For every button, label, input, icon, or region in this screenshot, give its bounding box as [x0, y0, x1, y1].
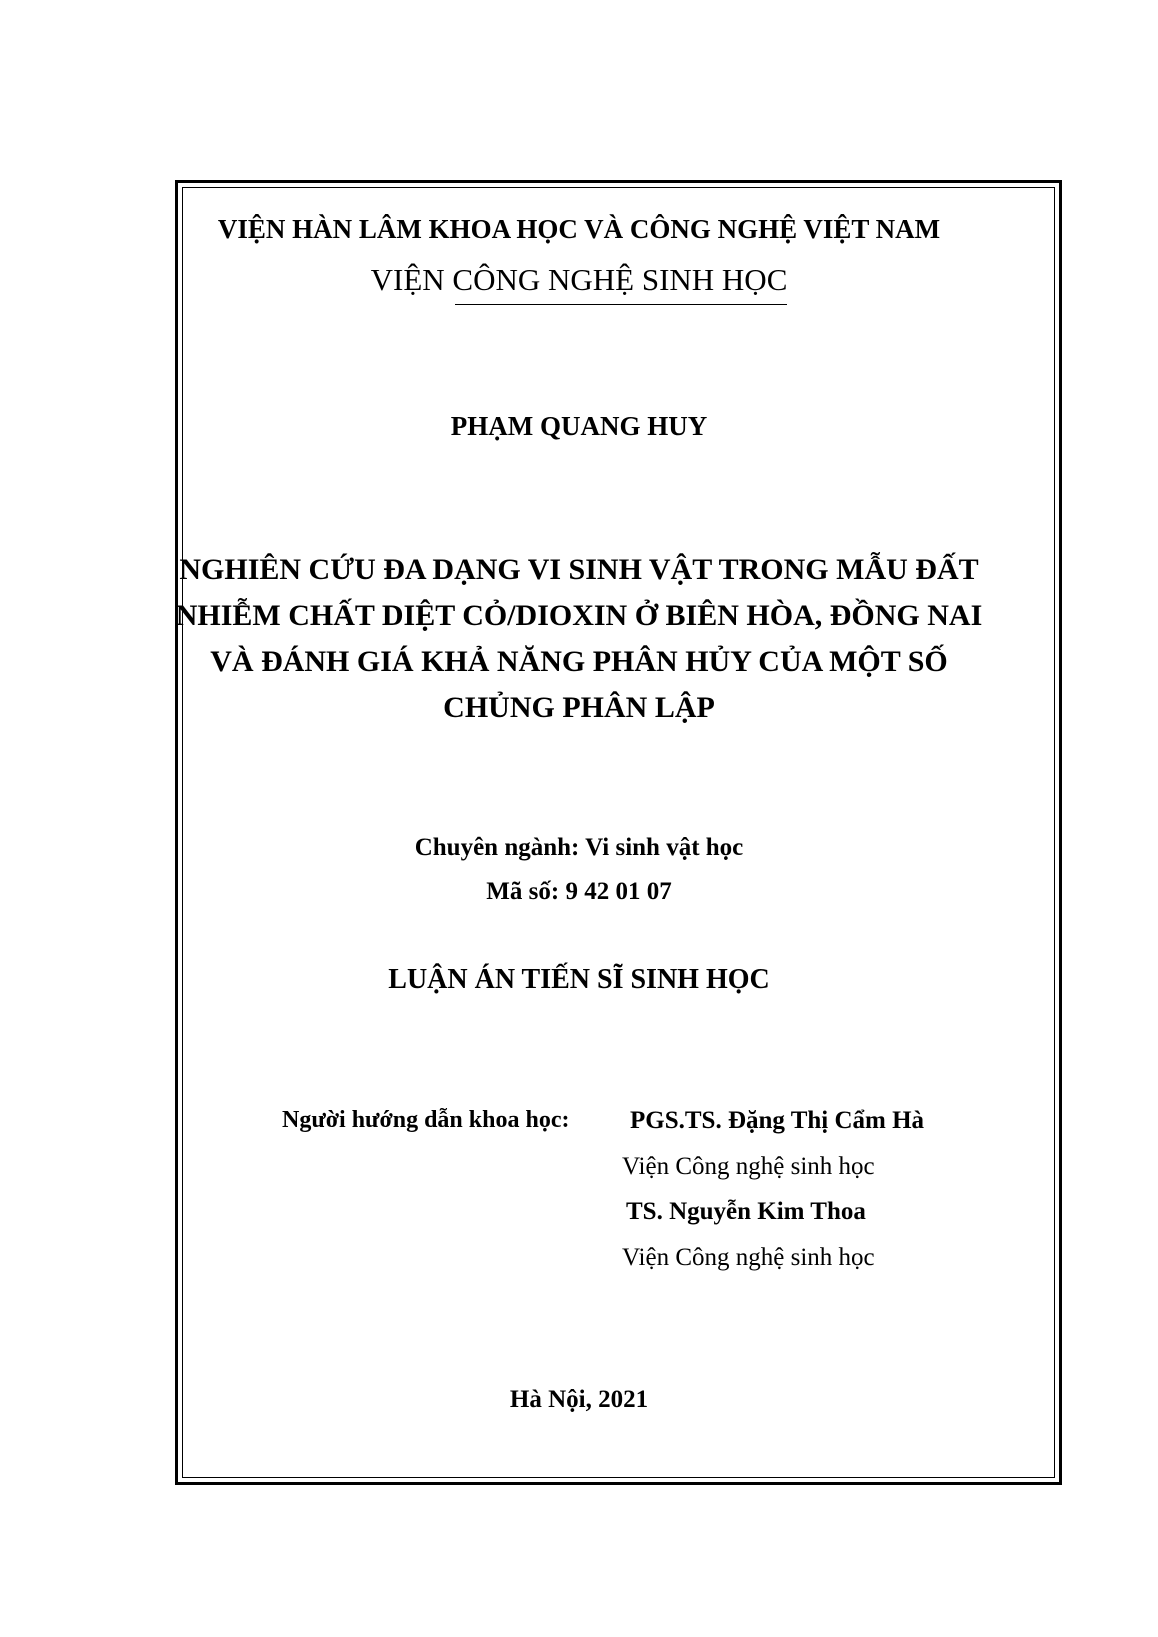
page-border-inner: [182, 187, 1055, 1478]
academy-name: VIỆN HÀN LÂM KHOA HỌC VÀ CÔNG NGHỆ VIỆT NAM: [217, 214, 941, 244]
supervisor-name: TS. Nguyễn Kim Thoa: [626, 1198, 866, 1225]
author-name: PHẠM QUANG HUY: [450, 411, 708, 441]
supervisor-affiliation: Viện Công nghệ sinh học: [622, 1153, 875, 1180]
institute-underline: [455, 304, 787, 305]
major: Chuyên ngành: Vi sinh vật học: [414, 834, 744, 861]
supervisor-name: PGS.TS. Đặng Thị Cẩm Hà: [630, 1107, 925, 1134]
supervisor-affiliation: Viện Công nghệ sinh học: [622, 1244, 875, 1271]
thesis-title-line: NHIỄM CHẤT DIỆT CỎ/DIOXIN Ở BIÊN HÒA, ĐỒNG NAI: [175, 599, 983, 632]
major-code: Mã số: 9 42 01 07: [486, 878, 672, 905]
thesis-title-line: NGHIÊN CỨU ĐA DẠNG VI SINH VẬT TRONG MẪU ĐẤT: [179, 553, 979, 586]
institute-name: VIỆN CÔNG NGHỆ SINH HỌC: [370, 262, 788, 297]
thesis-title-line: CHỦNG PHÂN LẬP: [443, 691, 715, 724]
place-and-year: Hà Nội, 2021: [509, 1386, 649, 1413]
thesis-title-line: VÀ ĐÁNH GIÁ KHẢ NĂNG PHÂN HỦY CỦA MỘT SỐ: [210, 645, 948, 678]
degree-title: LUẬN ÁN TIẾN SĨ SINH HỌC: [388, 964, 770, 995]
supervisor-label: Người hướng dẫn khoa học:: [282, 1107, 570, 1133]
